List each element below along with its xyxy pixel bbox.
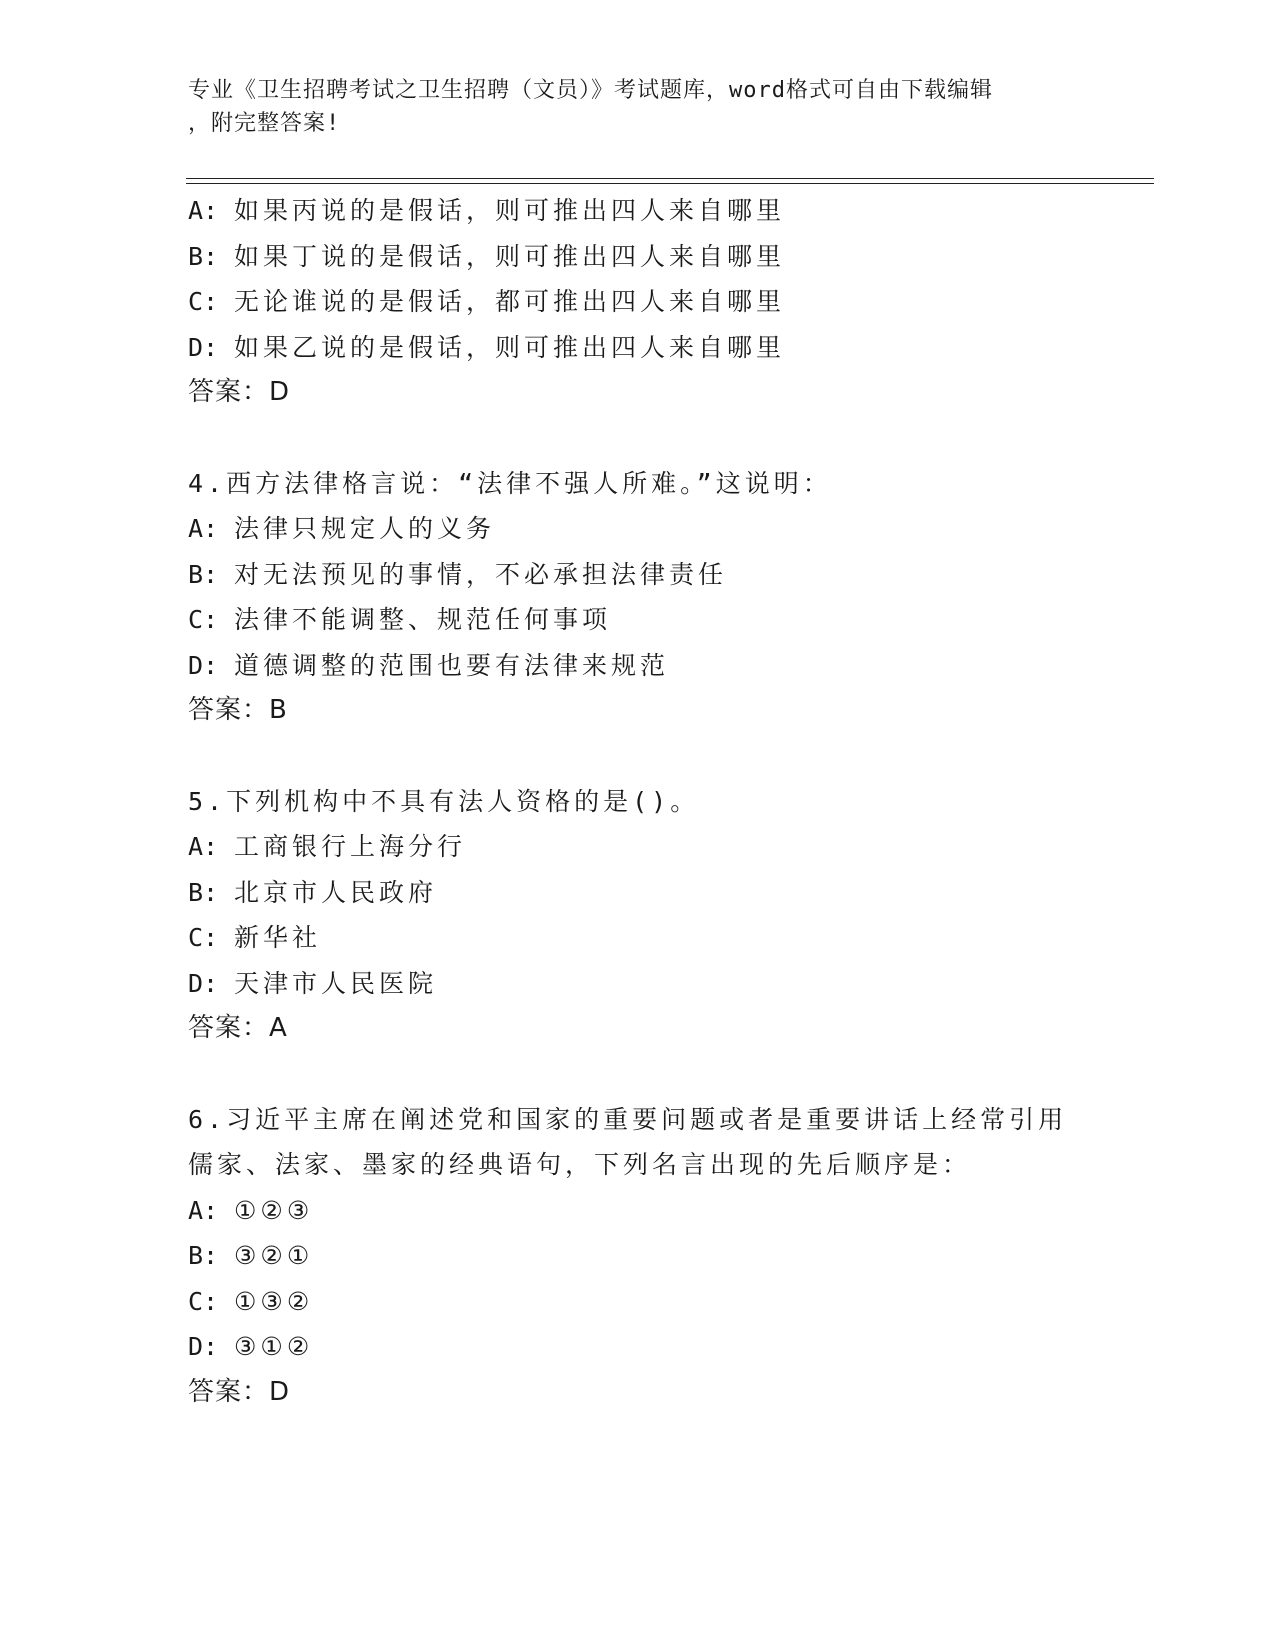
option-b	[188, 234, 1088, 280]
question-text-line-2: 儒家、法家、墨家的经典语句，下列名言出现的先后顺序是：	[188, 1150, 972, 1179]
option-letter: A:	[188, 832, 219, 861]
option-letter: D:	[188, 332, 219, 362]
question-text-line-1: 6.习近平主席在阐述党和国家的重要问题或者是重要讲话上经常引用	[188, 1104, 1068, 1134]
option-d	[188, 643, 1088, 689]
answer: 答案：D	[188, 1376, 291, 1407]
option-letter: C:	[188, 287, 219, 316]
option-text: ①③②	[234, 1286, 314, 1316]
option-a	[188, 506, 1088, 552]
option-text: 如果乙说的是假话，则可推出四人来自哪里	[234, 332, 786, 362]
option-letter: A:	[188, 1195, 219, 1225]
answer: 答案：D	[188, 377, 291, 407]
spacer	[188, 416, 1088, 461]
option-letter: D:	[188, 968, 219, 998]
option-letter: A:	[188, 196, 219, 225]
option-letter: B:	[188, 241, 219, 271]
option-text: ①②③	[234, 1195, 314, 1225]
option-a	[188, 188, 1088, 234]
question-text: 5.下列机构中不具有法人资格的是()。	[188, 786, 700, 816]
option-letter: A:	[188, 514, 219, 543]
option-text: 工商银行上海分行	[234, 832, 467, 861]
option-text: 新华社	[234, 923, 322, 952]
question-6	[188, 1097, 1088, 1416]
option-b	[188, 870, 1088, 916]
header-divider-top	[186, 178, 1154, 179]
option-text: 道德调整的范围也要有法律来规范	[234, 650, 670, 680]
answer: 答案：B	[188, 695, 288, 725]
option-d	[188, 1324, 1088, 1370]
option-text: 北京市人民政府	[234, 877, 438, 907]
option-a	[188, 824, 1088, 870]
option-b	[188, 1233, 1088, 1279]
option-letter: B:	[188, 559, 219, 589]
question-content	[188, 188, 1088, 1415]
option-b	[188, 552, 1088, 598]
option-d	[188, 325, 1088, 371]
option-letter: C:	[188, 923, 219, 952]
option-d	[188, 961, 1088, 1007]
document-header	[188, 74, 1088, 140]
question-text: 4.西方法律格言说：“法律不强人所难。”这说明：	[188, 468, 832, 498]
option-letter: B:	[188, 877, 219, 907]
header-line-1: 专业《卫生招聘考试之卫生招聘（文员）》考试题库，word格式可自由下载编辑	[188, 78, 993, 103]
option-letter: D:	[188, 1332, 219, 1361]
option-text: 无论谁说的是假话，都可推出四人来自哪里	[234, 287, 786, 316]
option-c	[188, 915, 1088, 961]
option-letter: D:	[188, 650, 219, 680]
option-text: ③①②	[234, 1332, 314, 1361]
spacer	[188, 734, 1088, 779]
question-5	[188, 779, 1088, 1052]
option-letter: C:	[188, 1286, 219, 1316]
option-a	[188, 1188, 1088, 1234]
option-text: 对无法预见的事情，不必承担法律责任	[234, 559, 728, 589]
question-3	[188, 188, 1088, 416]
option-c	[188, 279, 1088, 325]
option-text: 法律不能调整、规范任何事项	[234, 605, 612, 634]
option-text: 如果丁说的是假话，则可推出四人来自哪里	[234, 241, 786, 271]
option-text: 法律只规定人的义务	[234, 514, 496, 543]
header-divider-bottom	[186, 183, 1154, 184]
option-letter: C:	[188, 605, 219, 634]
answer: 答案：A	[188, 1013, 288, 1043]
option-c	[188, 597, 1088, 643]
spacer	[188, 1052, 1088, 1097]
question-4	[188, 461, 1088, 734]
option-letter: B:	[188, 1241, 219, 1270]
option-text: 天津市人民医院	[234, 968, 438, 998]
option-text: ③②①	[234, 1241, 314, 1270]
option-text: 如果丙说的是假话，则可推出四人来自哪里	[234, 196, 786, 225]
option-c	[188, 1279, 1088, 1325]
header-line-2: ，附完整答案!	[188, 111, 341, 136]
